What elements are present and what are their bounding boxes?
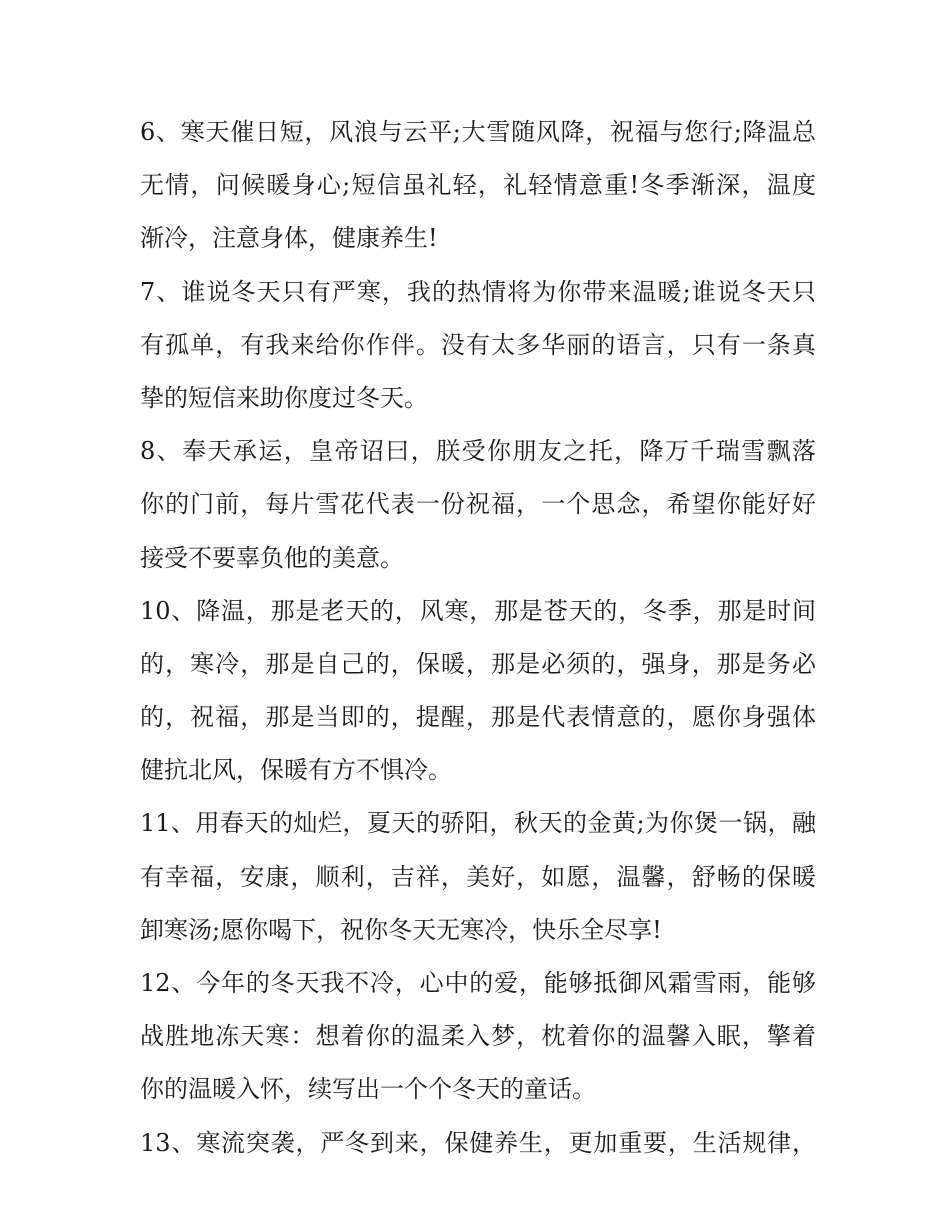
document-body <box>140 106 816 1170</box>
text-line: 11、用春天的灿烂，夏天的骄阳，秋天的金黄;为你煲一锅，融 <box>140 809 816 838</box>
paragraph-8 <box>140 425 816 585</box>
paragraph-11 <box>140 797 816 957</box>
paragraph-6 <box>140 106 816 266</box>
text-line: 卸寒汤;愿你喝下，祝你冬天无寒冷，快乐全尽享! <box>140 915 662 944</box>
text-line: 的，祝福，那是当即的，提醒，那是代表情意的，愿你身强体 <box>140 703 816 732</box>
paragraph-7 <box>140 266 816 426</box>
text-line: 渐冷，注意身体，健康养生! <box>140 224 438 253</box>
text-line: 你的门前，每片雪花代表一份祝福，一个思念，希望你能好好 <box>140 490 816 519</box>
paragraph-13 <box>140 1117 816 1170</box>
text-line: 接受不要辜负他的美意。 <box>140 543 404 572</box>
text-line: 8、奉天承运，皇帝诏曰，朕受你朋友之托，降万千瑞雪飘落 <box>140 437 816 466</box>
text-line: 7、谁说冬天只有严寒，我的热情将为你带来温暖;谁说冬天只 <box>140 277 816 306</box>
text-line: 有孤单，有我来给你作伴。没有太多华丽的语言，只有一条真 <box>140 330 816 359</box>
text-line: 6、寒天催日短，风浪与云平;大雪随风降，祝福与您行;降温总 <box>140 118 816 146</box>
text-line: 挚的短信来助你度过冬天。 <box>140 383 428 412</box>
text-line: 无情，问候暖身心;短信虽礼轻，礼轻情意重!冬季渐深，温度 <box>140 171 816 200</box>
text-line: 12、今年的冬天我不冷，心中的爱，能够抵御风霜雪雨，能够 <box>140 969 816 997</box>
text-line: 13、寒流突袭，严冬到来，保健养生，更加重要，生活规律， <box>140 1128 816 1157</box>
paragraph-10 <box>140 585 816 798</box>
paragraph-12 <box>140 957 816 1117</box>
text-line: 有幸福，安康，顺利，吉祥，美好，如愿，温馨，舒畅的保暖 <box>140 862 816 891</box>
text-line: 健抗北风，保暖有方不惧冷。 <box>140 756 452 785</box>
text-line: 的，寒冷，那是自己的，保暖，那是必须的，强身，那是务必 <box>140 649 816 678</box>
text-line: 战胜地冻天寒：想着你的温柔入梦，枕着你的温馨入眠，擎着 <box>140 1022 816 1051</box>
text-line: 10、降温，那是老天的，风寒，那是苍天的，冬季，那是时间 <box>140 596 816 625</box>
text-line: 你的温暖入怀，续写出一个个冬天的童话。 <box>140 1075 596 1104</box>
